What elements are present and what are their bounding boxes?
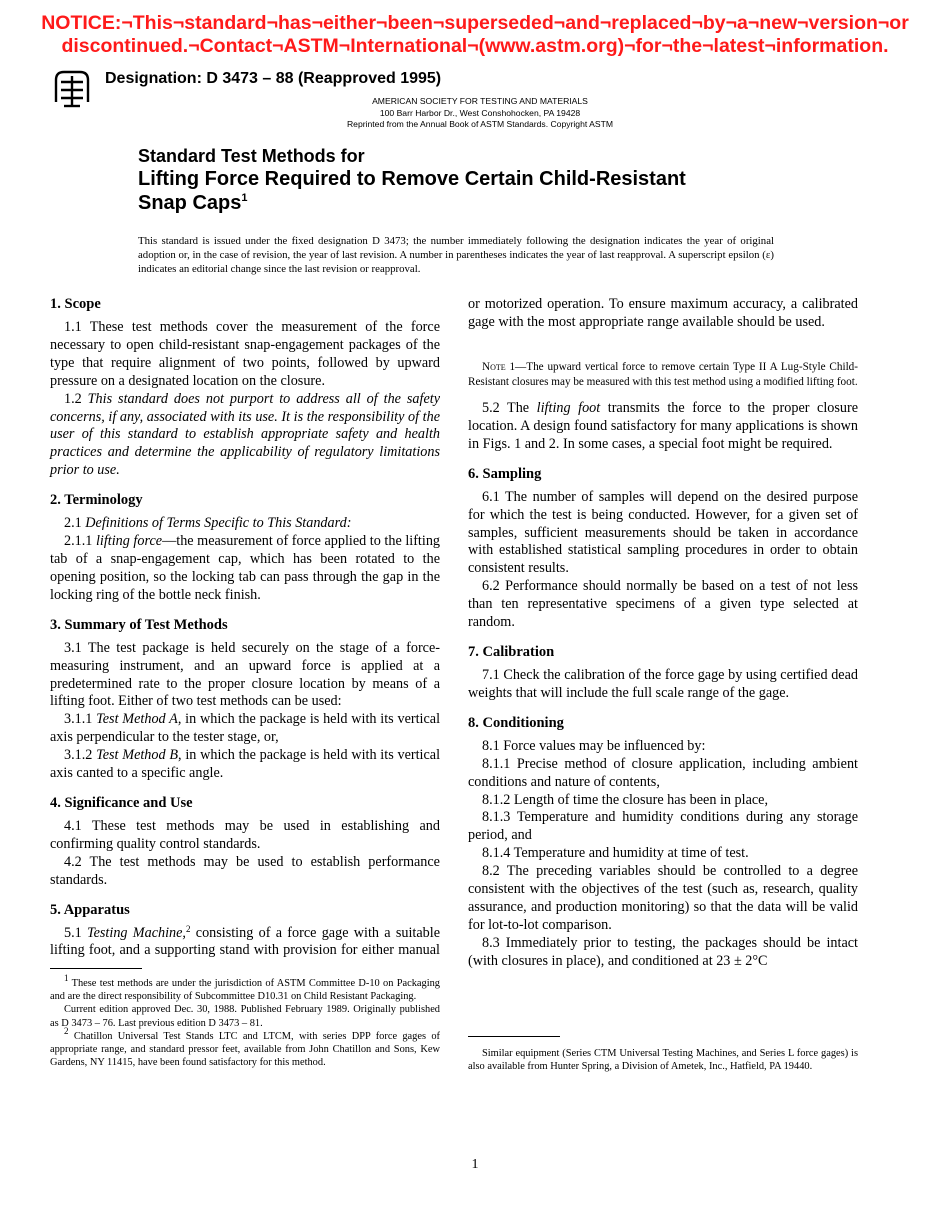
left-column bbox=[50, 296, 440, 961]
section-heading-significance: 4. Significance and Use bbox=[50, 794, 193, 811]
paragraph-8-1: 8.1 Force values may be influenced by: bbox=[482, 737, 706, 754]
paragraph-4-1: 4.1 These test methods may be used in establishing and confirming quality control standards. bbox=[50, 817, 440, 852]
paragraph-3-1-2: 3.1.2 Test Method B, in which the package is held with its vertical axis canted to a specific angle. bbox=[50, 747, 441, 782]
paragraph-1-1: 1.1 These test methods cover the measurement of the force necessary to open child-resistant snap-engagement packages of the type that require alignment of two points, followed by upward pressure on a designated location on the closure. bbox=[50, 319, 440, 389]
section-heading-terminology: 2. Terminology bbox=[50, 492, 143, 509]
issued-statement: This standard is issued under the fixed designation D 3473; the number immediately following the designation indicates the year of original adoption or, in the case of revision, the year of last revision. A number in parentheses indicates the year of last reapproval. A superscript epsilon (ε) indicates an editorial change since the last revision or reapproval. bbox=[138, 235, 774, 275]
paragraph-4-2: 4.2 The test methods may be used to establish performance standards. bbox=[50, 853, 440, 888]
paragraph-6-1: 6.1 The number of samples will depend on the desired purpose for which the test is being conducted. However, for a given set of samples, sufficient measurements should be taken in accordance with established statistical sampling procedures in order to obtain consistent results. bbox=[468, 488, 858, 577]
designation: Designation: D 3473 – 88 (Reapproved 1995) bbox=[105, 70, 442, 87]
paragraph-5-2: 5.2 The lifting foot transmits the force to the proper closure location. A design found satisfactory for many applications is shown in Figs. 1 and 2. In some cases, a special foot might be required. bbox=[468, 400, 858, 452]
paragraph-2-1-1: 2.1.1 lifting force—the measurement of force applied to the lifting tab of a snap-engagement cap, which has been rotated to the opening position, so the locking tab can pass through the gap in the locking ring of the bottle neck finish. bbox=[50, 533, 441, 603]
notice-line-1: NOTICE:¬This¬standard¬has¬either¬been¬superseded¬and¬replaced¬by¬a¬new¬version¬or bbox=[41, 12, 909, 34]
reprint-notice: Reprinted from the Annual Book of ASTM Standards. Copyright ASTM bbox=[346, 119, 614, 129]
publisher-name: AMERICAN SOCIETY FOR TESTING AND MATERIALS bbox=[372, 96, 588, 106]
notice-line-2: discontinued.¬Contact¬ASTM¬International¬(www.astm.org)¬for¬the¬latest¬information. bbox=[61, 35, 889, 57]
footnote-rule-right bbox=[468, 1036, 560, 1037]
paragraph-7-1: 7.1 Check the calibration of the force gage by using certified dead weights that will include the full scale range of the gage. bbox=[468, 666, 858, 701]
publisher-block bbox=[300, 96, 660, 131]
paragraph-8-1-2: 8.1.2 Length of time the closure has been in place, bbox=[482, 791, 769, 808]
paragraph-8-2: 8.2 The preceding variables should be controlled to a degree consistent with the objectives of the test (such as, research, quality assurance, and production monitoring) so that the data will be valid for lot-to-lot comparison. bbox=[468, 863, 858, 933]
section-heading-calibration: 7. Calibration bbox=[468, 643, 555, 660]
title-line-3: Snap Caps$^1$ bbox=[138, 192, 248, 214]
section-heading-summary: 3. Summary of Test Methods bbox=[50, 616, 228, 633]
page-number: 1 bbox=[471, 1157, 479, 1172]
footnote-2: $^2$ Chatillon Universal Test Stands LTC and LTCM, with series DPP force gages of appropriate range, and standard pressor feet, available from John Chatillon and Sons, Kew Gardens, NY 11415, have been found satisfactory for this method. bbox=[50, 1025, 440, 1069]
paragraph-6-2: 6.2 Performance should normally be based on a test of not less than ten representative specimens of a given type selected at random. bbox=[468, 578, 858, 631]
paragraph-5-1-continuation: or motorized operation. To ensure maximum accuracy, a calibrated gage with the most appropriate range available should be used. bbox=[468, 296, 858, 330]
paragraph-3-1: 3.1 The test package is held securely on the stage of a force-measuring instrument, and an upward force is applied at a predetermined rate to the proper closure location by means of a lifting foot. Either of two test methods can be used: bbox=[50, 639, 440, 710]
paragraph-3-1-1: 3.1.1 Test Method A, in which the package is held with its vertical axis perpendicular to the tester stage, or, bbox=[50, 711, 441, 746]
title-line-2: Lifting Force Required to Remove Certain Child-Resistant bbox=[138, 168, 686, 190]
publisher-address: 100 Barr Harbor Dr., West Conshohocken, PA 19428 bbox=[379, 107, 581, 118]
note-1: Note 1—The upward vertical force to remove certain Type II A Lug-Style Child-Resistant closures may be measured with this test method using a modified lifting foot. bbox=[468, 361, 858, 388]
paragraph-1-2: 1.2 This standard does not purport to address all of the safety concerns, if any, associated with its use. It is the responsibility of the user of this standard to establish appropriate safety and health practices and determine the applicability of regulatory limitations prior to use. bbox=[50, 390, 440, 479]
paragraph-8-1-4: 8.1.4 Temperature and humidity at time of test. bbox=[482, 845, 749, 862]
paragraph-8-1-3: 8.1.3 Temperature and humidity conditions during any storage period, and bbox=[468, 809, 858, 844]
footnotes-left bbox=[50, 973, 440, 1069]
paragraph-8-3: 8.3 Immediately prior to testing, the packages should be intact (with closures in place), and conditioned at 23 ± 2°C bbox=[468, 934, 858, 969]
title-line-1: Standard Test Methods for bbox=[138, 146, 365, 166]
astm-logo-icon bbox=[50, 68, 94, 110]
section-heading-conditioning: 8. Conditioning bbox=[468, 714, 564, 731]
paragraph-2-1: 2.1 Definitions of Terms Specific to This Standard: bbox=[64, 515, 352, 532]
footnotes-right bbox=[468, 1047, 858, 1073]
document-title bbox=[138, 145, 686, 215]
paragraph-5-1-start: 5.1 Testing Machine,$^2$ consisting of a force gage with a suitable lifting foot, and a supporting stand with provision for either manual bbox=[50, 924, 440, 959]
footnote-1: $^1$ These test methods are under the jurisdiction of ASTM Committee D-10 on Packaging and are the direct responsibility of Subcommittee D10.31 on Child Resistant Packaging. bbox=[50, 973, 440, 1003]
paragraph-8-1-1: 8.1.1 Precise method of closure application, including ambient conditions and nature of contents, bbox=[468, 755, 858, 790]
section-heading-sampling: 6. Sampling bbox=[468, 465, 542, 482]
footnote-2-continued: Similar equipment (Series CTM Universal Testing Machines, and Series L force gages) is also available from Hunter Spring, a Division of Ametek, Inc., Hatfield, PA 19440. bbox=[468, 1048, 858, 1073]
footnote-rule-left bbox=[50, 968, 142, 969]
section-heading-apparatus: 5. Apparatus bbox=[50, 901, 130, 918]
title-footnote-mark: 1 bbox=[241, 192, 248, 204]
right-column-body bbox=[468, 296, 858, 971]
footnote-1-edition: Current edition approved Dec. 30, 1988. Published February 1989. Originally published as D 3473 – 76. Last previous edition D 3473 – 81. bbox=[50, 1004, 440, 1029]
section-heading-scope: 1. Scope bbox=[50, 296, 101, 312]
supersession-notice bbox=[0, 12, 950, 58]
